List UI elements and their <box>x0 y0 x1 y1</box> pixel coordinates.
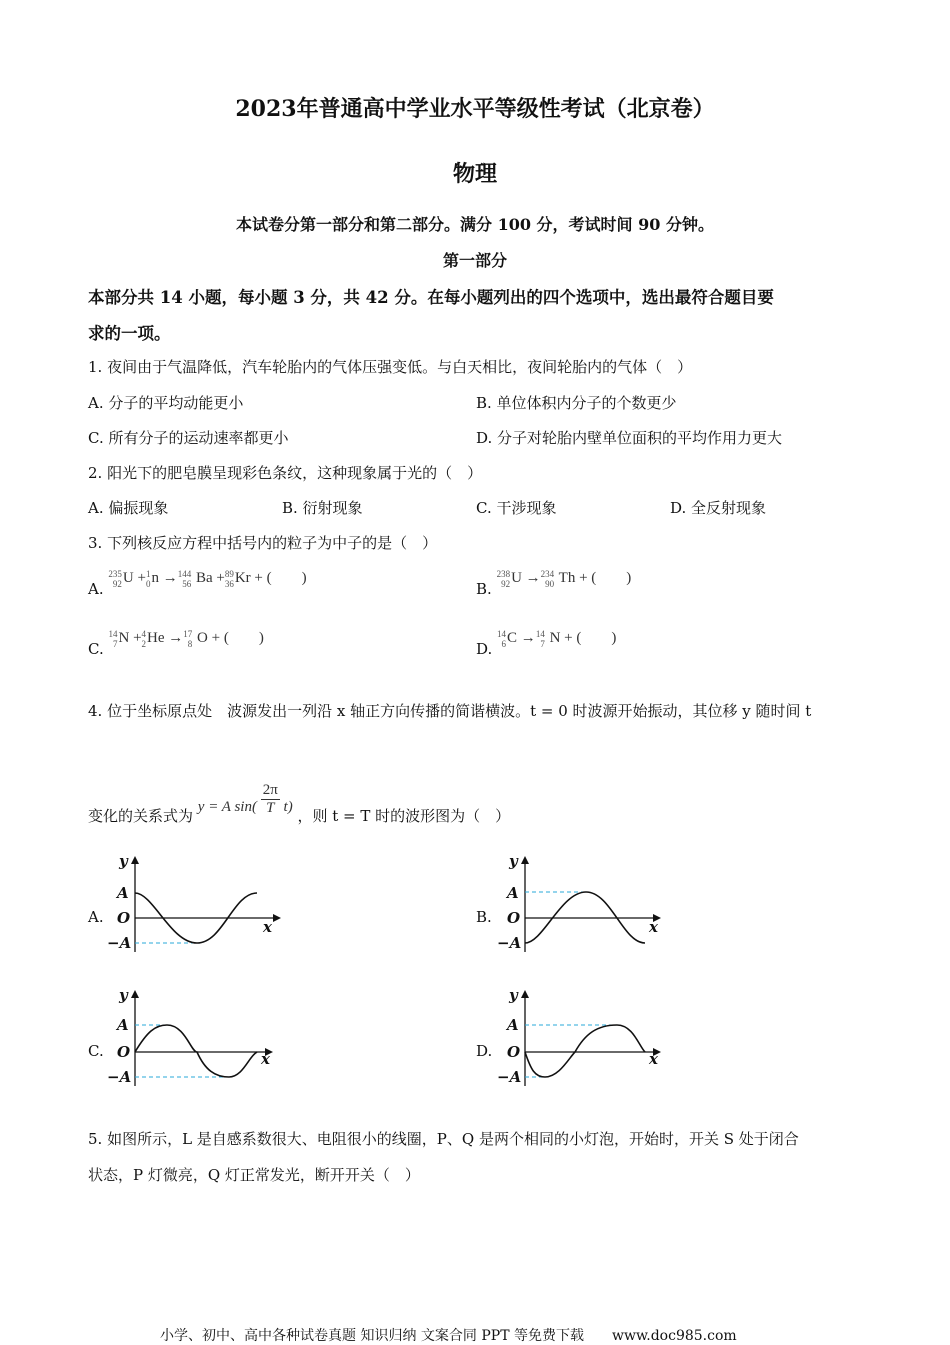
q2-option-c: C. 干涉现象 <box>476 499 557 517</box>
wave-graph-b-svg <box>495 852 675 957</box>
q4-option-d-label: D. <box>476 1042 493 1060</box>
wave-graph-c <box>105 986 285 1091</box>
wave-graph-a <box>105 852 285 957</box>
q1-option-c: C. 所有分子的运动速率都更小 <box>88 429 289 447</box>
q1-option-d: D. 分子对轮胎内壁单位面积的平均作用力更大 <box>476 429 783 447</box>
q4-stem-suffix: ，则 t = T 时的波形图为（ ） <box>297 806 511 825</box>
q3-option-a <box>88 566 307 598</box>
label-neg-a: −A <box>497 1068 522 1086</box>
q4-option-b-label: B. <box>476 908 492 926</box>
q2-option-d: D. 全反射现象 <box>670 499 767 517</box>
label-o: O <box>507 1043 521 1061</box>
q5-stem-line-1: 5. 如图所示，L 是自感系数很大、电阻很小的线圈，P、Q 是两个相同的小灯泡，开始时，开关 S 处于闭合 <box>88 1130 799 1148</box>
label-a: A <box>117 1016 129 1034</box>
q1-option-a: A. 分子的平均动能更小 <box>88 394 244 412</box>
y-arrow <box>131 856 139 864</box>
label-y: y <box>509 852 518 870</box>
label-x: x <box>649 1050 658 1068</box>
label-o: O <box>117 909 131 927</box>
subject-title: 物理 <box>452 161 497 187</box>
page-footer: 小学、初中、高中各种试卷真题 知识归纳 文案合同 PPT 等免费下载 www.doc985.com <box>160 1328 737 1344</box>
label-neg-a: −A <box>497 934 522 952</box>
formula-T: T <box>266 800 275 816</box>
formula-y-eq: y = A sin( <box>197 798 257 815</box>
instruction-line-2: 求的一项。 <box>88 324 171 343</box>
q4-stem-line-1: 4. 位于坐标原点处 波源发出一列沿 x 轴正方向传播的简谐横波。t = 0 时波源开始振动，其位移 y 随时间 t <box>88 702 812 720</box>
q4-option-a-label: A. <box>88 908 104 926</box>
q3-option-a-label: A. <box>88 580 104 598</box>
q3-stem: 3. 下列核反应方程中括号内的粒子为中子的是（ ） <box>88 534 438 552</box>
wave-graph-a-svg <box>105 852 285 957</box>
q3-option-d <box>476 626 617 658</box>
wave-graph-b <box>495 852 675 957</box>
wave-graph-d-svg <box>495 986 675 1091</box>
q3-option-b <box>476 566 632 598</box>
q2-stem: 2. 阳光下的肥皂膜呈现彩色条纹，这种现象属于光的（ ） <box>88 464 483 482</box>
q3-option-c-label: C. <box>88 640 104 658</box>
q4-option-c-label: C. <box>88 1042 104 1060</box>
y-arrow <box>521 990 529 998</box>
q3-option-c <box>88 626 264 658</box>
q5-stem-line-2: 状态，P 灯微亮，Q 灯正常发光，断开开关（ ） <box>88 1166 420 1184</box>
q1-option-b: B. 单位体积内分子的个数更少 <box>476 394 677 412</box>
q4-stem-line-2 <box>88 772 511 825</box>
label-y: y <box>119 852 128 870</box>
q3-option-b-label: B. <box>476 580 492 598</box>
q3-option-c-equation: 14 7 N + 4 2 He → 17 8 O + ( ) <box>108 628 264 649</box>
label-o: O <box>117 1043 131 1061</box>
label-x: x <box>649 918 658 936</box>
label-a: A <box>507 1016 519 1034</box>
q2-option-b: B. 衍射现象 <box>282 499 363 517</box>
label-a: A <box>117 884 129 902</box>
formula-two-pi: 2π <box>262 782 278 798</box>
part-heading: 第一部分 <box>442 251 507 270</box>
q3-option-a-equation: 235 92 U + 1 0 n → 144 56 Ba + 89 36 Kr + ( ) <box>108 568 307 589</box>
q4-stem-prefix: 变化的关系式为 <box>88 806 194 825</box>
wave-curve <box>525 1025 645 1077</box>
label-a: A <box>507 884 519 902</box>
wave-curve <box>135 1025 257 1077</box>
q1-stem: 1. 夜间由于气温降低，汽车轮胎内的气体压强变低。与白天相比，夜间轮胎内的气体（ ） <box>88 358 693 376</box>
y-arrow <box>131 990 139 998</box>
y-arrow <box>521 856 529 864</box>
formula-t-close: t) <box>283 798 293 815</box>
label-y: y <box>509 986 518 1004</box>
label-y: y <box>119 986 128 1004</box>
q3-option-d-label: D. <box>476 640 493 658</box>
q2-option-a: A. 偏振现象 <box>88 499 169 517</box>
q3-option-d-equation: 14 6 C → 14 7 N + ( ) <box>497 628 617 649</box>
exam-title: 2023年普通高中学业水平等级性考试（北京卷） <box>235 96 715 122</box>
instruction-line-1: 本部分共 14 小题，每小题 3 分，共 42 分。在每小题列出的四个选项中，选出最符合题目要 <box>88 288 774 307</box>
label-o: O <box>507 909 521 927</box>
label-x: x <box>263 918 272 936</box>
label-neg-a: −A <box>107 934 132 952</box>
q4-wave-equation <box>197 772 293 816</box>
label-x: x <box>261 1050 270 1068</box>
wave-graph-c-svg <box>105 986 285 1091</box>
label-neg-a: −A <box>107 1068 132 1086</box>
wave-graph-d <box>495 986 675 1091</box>
x-arrow <box>273 914 281 922</box>
exam-intro: 本试卷分第一部分和第二部分。满分 100 分，考试时间 90 分钟。 <box>236 215 714 234</box>
q3-option-b-equation: 238 92 U → 234 90 Th + ( ) <box>496 568 632 589</box>
